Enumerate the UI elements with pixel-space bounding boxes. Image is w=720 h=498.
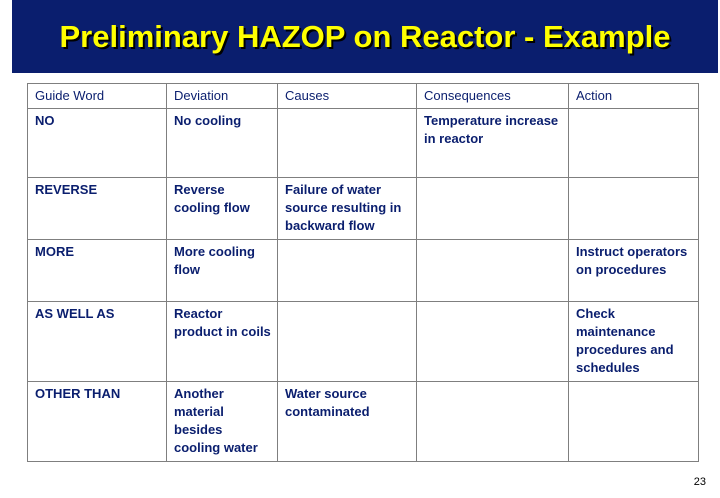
cell-deviation: Another material besides cooling water bbox=[167, 382, 278, 462]
cell-consequences bbox=[417, 302, 569, 382]
cell-causes bbox=[278, 302, 417, 382]
cell-causes bbox=[278, 240, 417, 302]
cell-consequences bbox=[417, 240, 569, 302]
cell-deviation: Reactor product in coils bbox=[167, 302, 278, 382]
cell-action bbox=[569, 382, 699, 462]
cell-guide-word: REVERSE bbox=[28, 178, 167, 240]
header-causes: Causes bbox=[278, 84, 417, 109]
cell-consequences: Temperature increase in reactor bbox=[417, 109, 569, 178]
cell-consequences bbox=[417, 178, 569, 240]
cell-guide-word: MORE bbox=[28, 240, 167, 302]
cell-causes: Water source contaminated bbox=[278, 382, 417, 462]
table-row bbox=[28, 302, 699, 382]
cell-guide-word: NO bbox=[28, 109, 167, 178]
slide-title: Preliminary HAZOP on Reactor - Example bbox=[59, 18, 671, 54]
hazop-table bbox=[27, 83, 699, 462]
cell-action: Instruct operators on procedures bbox=[569, 240, 699, 302]
title-bar bbox=[12, 0, 718, 73]
header-deviation: Deviation bbox=[167, 84, 278, 109]
table-row bbox=[28, 240, 699, 302]
cell-deviation: No cooling bbox=[167, 109, 278, 178]
header-consequences: Consequences bbox=[417, 84, 569, 109]
cell-guide-word: OTHER THAN bbox=[28, 382, 167, 462]
table-header-row bbox=[28, 84, 699, 109]
page-number: 23 bbox=[693, 476, 706, 488]
cell-action bbox=[569, 109, 699, 178]
cell-deviation: More cooling flow bbox=[167, 240, 278, 302]
cell-action: Check maintenance procedures and schedules bbox=[569, 302, 699, 382]
cell-action bbox=[569, 178, 699, 240]
cell-consequences bbox=[417, 382, 569, 462]
cell-deviation: Reverse cooling flow bbox=[167, 178, 278, 240]
header-action: Action bbox=[569, 84, 699, 109]
table-row bbox=[28, 178, 699, 240]
table-row bbox=[28, 382, 699, 462]
cell-causes: Failure of water source resulting in backward flow bbox=[278, 178, 417, 240]
cell-guide-word: AS WELL AS bbox=[28, 302, 167, 382]
table-row bbox=[28, 109, 699, 178]
header-guide-word: Guide Word bbox=[28, 84, 167, 109]
cell-causes bbox=[278, 109, 417, 178]
